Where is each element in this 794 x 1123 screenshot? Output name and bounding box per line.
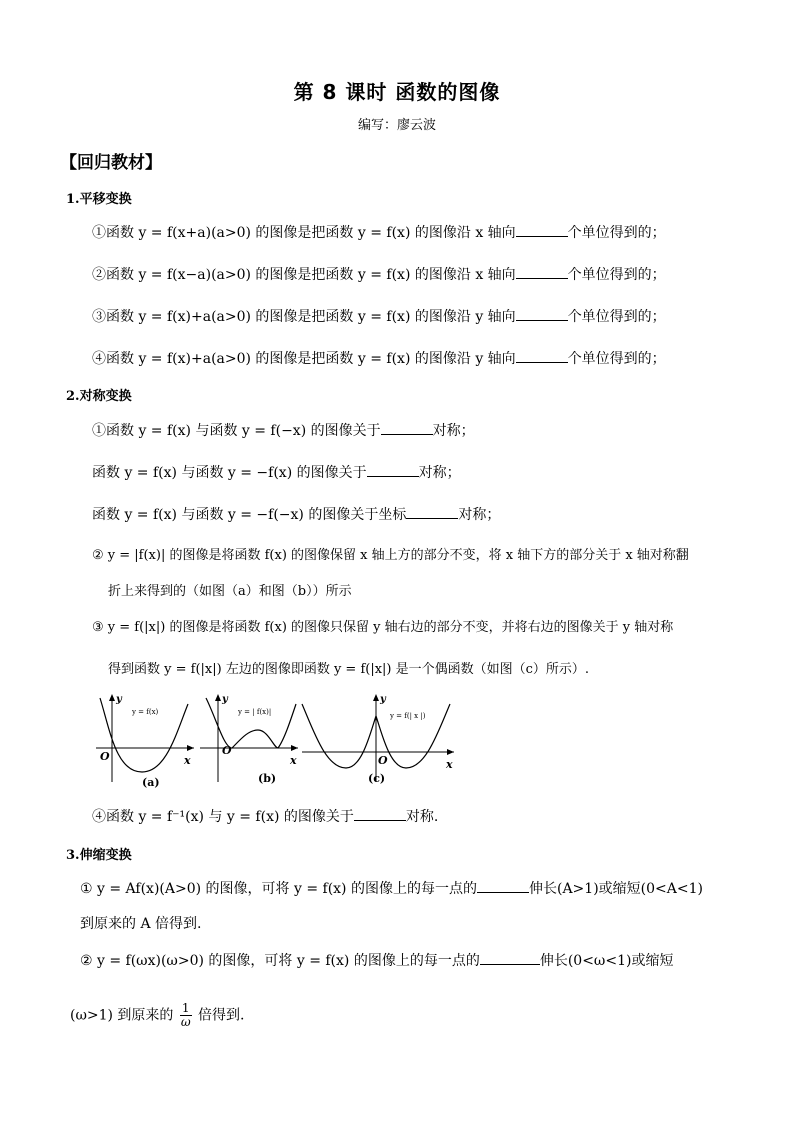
fill-blank[interactable] (516, 348, 568, 363)
curve-b (206, 698, 296, 748)
item-text: 伸长(0<ω<1)或缩短 (539, 953, 674, 969)
x-axis-label: x (290, 754, 297, 767)
item-text: ①函数 y = f(x+a)(a>0) 的图像是把函数 y = f(x) 的图像沿 x 轴向 (92, 225, 516, 241)
x-axis-arrow (291, 745, 298, 751)
x-axis-label: x (446, 758, 453, 771)
section-title-translation: 1.平移变换 (66, 192, 132, 207)
item-text: (ω>1) 到原来的 (70, 1007, 174, 1024)
item-text: 个单位得到的； (567, 267, 666, 283)
y-axis-arrow (109, 694, 115, 701)
fraction (180, 1002, 192, 1029)
item-text: ③函数 y = f(x)+a(a>0) 的图像是把函数 y = f(x) 的图像沿 y 轴向 (92, 309, 516, 325)
translation-item-3 (92, 306, 666, 327)
y-axis-label: y (380, 694, 386, 705)
item-text: 对称. (405, 809, 439, 825)
figure-c (302, 694, 454, 785)
scaling-item-1-line2: 到原来的 A 倍得到. (80, 916, 202, 932)
section-title-scaling: 3.伸缩变换 (66, 848, 132, 863)
scaling-item-2-line2 (70, 1002, 244, 1029)
section-title-symmetry: 2.对称变换 (66, 389, 132, 404)
symmetry-item-4-line1: ② y = |f(x)| 的图像是将函数 f(x) 的图像保留 x 轴上方的部分不变，将 x 轴下方的部分关于 x 轴对称翻 (92, 548, 689, 563)
y-axis-label: y (116, 694, 122, 705)
x-axis-label: x (184, 754, 191, 767)
curve-c-left (302, 704, 376, 768)
item-text: 对称； (432, 423, 475, 439)
graph-figures (92, 690, 464, 790)
item-text: 函数 y = f(x) 与函数 y = −f(x) 的图像关于 (92, 465, 367, 481)
curve-label: y = f(| x |) (390, 712, 426, 720)
fraction-numerator: 1 (181, 1001, 190, 1015)
item-text: ② y = f(ωx)(ω>0) 的图像，可将 y = f(x) 的图像上的每一点的 (80, 953, 480, 969)
item-text: ①函数 y = f(x) 与函数 y = f(−x) 的图像关于 (92, 423, 381, 439)
y-axis-arrow (215, 694, 221, 701)
section-header: 【回归教材】 (60, 153, 162, 173)
fill-blank[interactable] (516, 264, 568, 279)
item-text: 个单位得到的； (567, 225, 666, 241)
figure-caption: (a) (142, 776, 160, 789)
item-text: 个单位得到的； (567, 351, 666, 367)
origin-label: O (100, 750, 110, 763)
fill-blank[interactable] (381, 420, 433, 435)
symmetry-item-4-line2: 折上来得到的（如图（a）和图（b））所示 (108, 584, 352, 599)
symmetry-item-5-line1: ③ y = f(|x|) 的图像是将函数 f(x) 的图像只保留 y 轴右边的部分不变，并将右边的图像关于 y 轴对称 (92, 620, 674, 635)
item-text: ④函数 y = f(x)+a(a>0) 的图像是把函数 y = f(x) 的图像沿 y 轴向 (92, 351, 516, 367)
curve-label: y = f(x) (132, 708, 159, 716)
page-title: 第 8 课时 函数的图像 (293, 80, 501, 104)
item-text: ④函数 y = f⁻¹(x) 与 y = f(x) 的图像关于 (92, 809, 354, 825)
origin-label: O (222, 744, 232, 757)
y-axis-arrow (373, 694, 379, 701)
author-line: 编写：廖云波 (357, 118, 436, 133)
fill-blank[interactable] (354, 806, 406, 821)
figure-caption: (c) (368, 772, 386, 785)
symmetry-item-1 (92, 420, 475, 441)
item-text: 对称； (458, 507, 501, 523)
fraction-denominator: ω (180, 1015, 191, 1029)
figure-a (96, 694, 194, 789)
item-text: 个单位得到的； (567, 309, 666, 325)
figure-caption: (b) (258, 772, 277, 785)
fill-blank[interactable] (477, 878, 529, 893)
scaling-item-2-line1 (80, 950, 673, 971)
item-text: ① y = Af(x)(A>0) 的图像，可将 y = f(x) 的图像上的每一点的 (80, 881, 477, 897)
item-text: 伸长(A>1)或缩短(0<A<1) (528, 881, 703, 897)
symmetry-item-3 (92, 504, 500, 525)
fill-blank[interactable] (480, 950, 540, 965)
x-axis-arrow (187, 745, 194, 751)
symmetry-item-6 (92, 806, 438, 827)
item-text: 函数 y = f(x) 与函数 y = −f(−x) 的图像关于坐标 (92, 507, 407, 523)
fill-blank[interactable] (406, 504, 458, 519)
translation-item-4 (92, 348, 666, 369)
item-text: 对称； (418, 465, 461, 481)
figure-b (200, 694, 298, 785)
scaling-item-1-line1 (80, 878, 703, 899)
x-axis-arrow (447, 749, 454, 755)
symmetry-item-5-line2: 得到函数 y = f(|x|) 左边的图像即函数 y = f(|x|) 是一个偶函数（如图（c）所示）. (108, 662, 590, 677)
y-axis-label: y (222, 694, 228, 705)
item-text: 倍得到. (197, 1007, 245, 1024)
origin-label: O (378, 754, 388, 767)
item-text: ②函数 y = f(x−a)(a>0) 的图像是把函数 y = f(x) 的图像沿 x 轴向 (92, 267, 516, 283)
fill-blank[interactable] (516, 222, 568, 237)
translation-item-2 (92, 264, 666, 285)
fill-blank[interactable] (367, 462, 419, 477)
translation-item-1 (92, 222, 666, 243)
fill-blank[interactable] (516, 306, 568, 321)
curve-label: y = | f(x)| (238, 708, 272, 716)
symmetry-item-2 (92, 462, 461, 483)
